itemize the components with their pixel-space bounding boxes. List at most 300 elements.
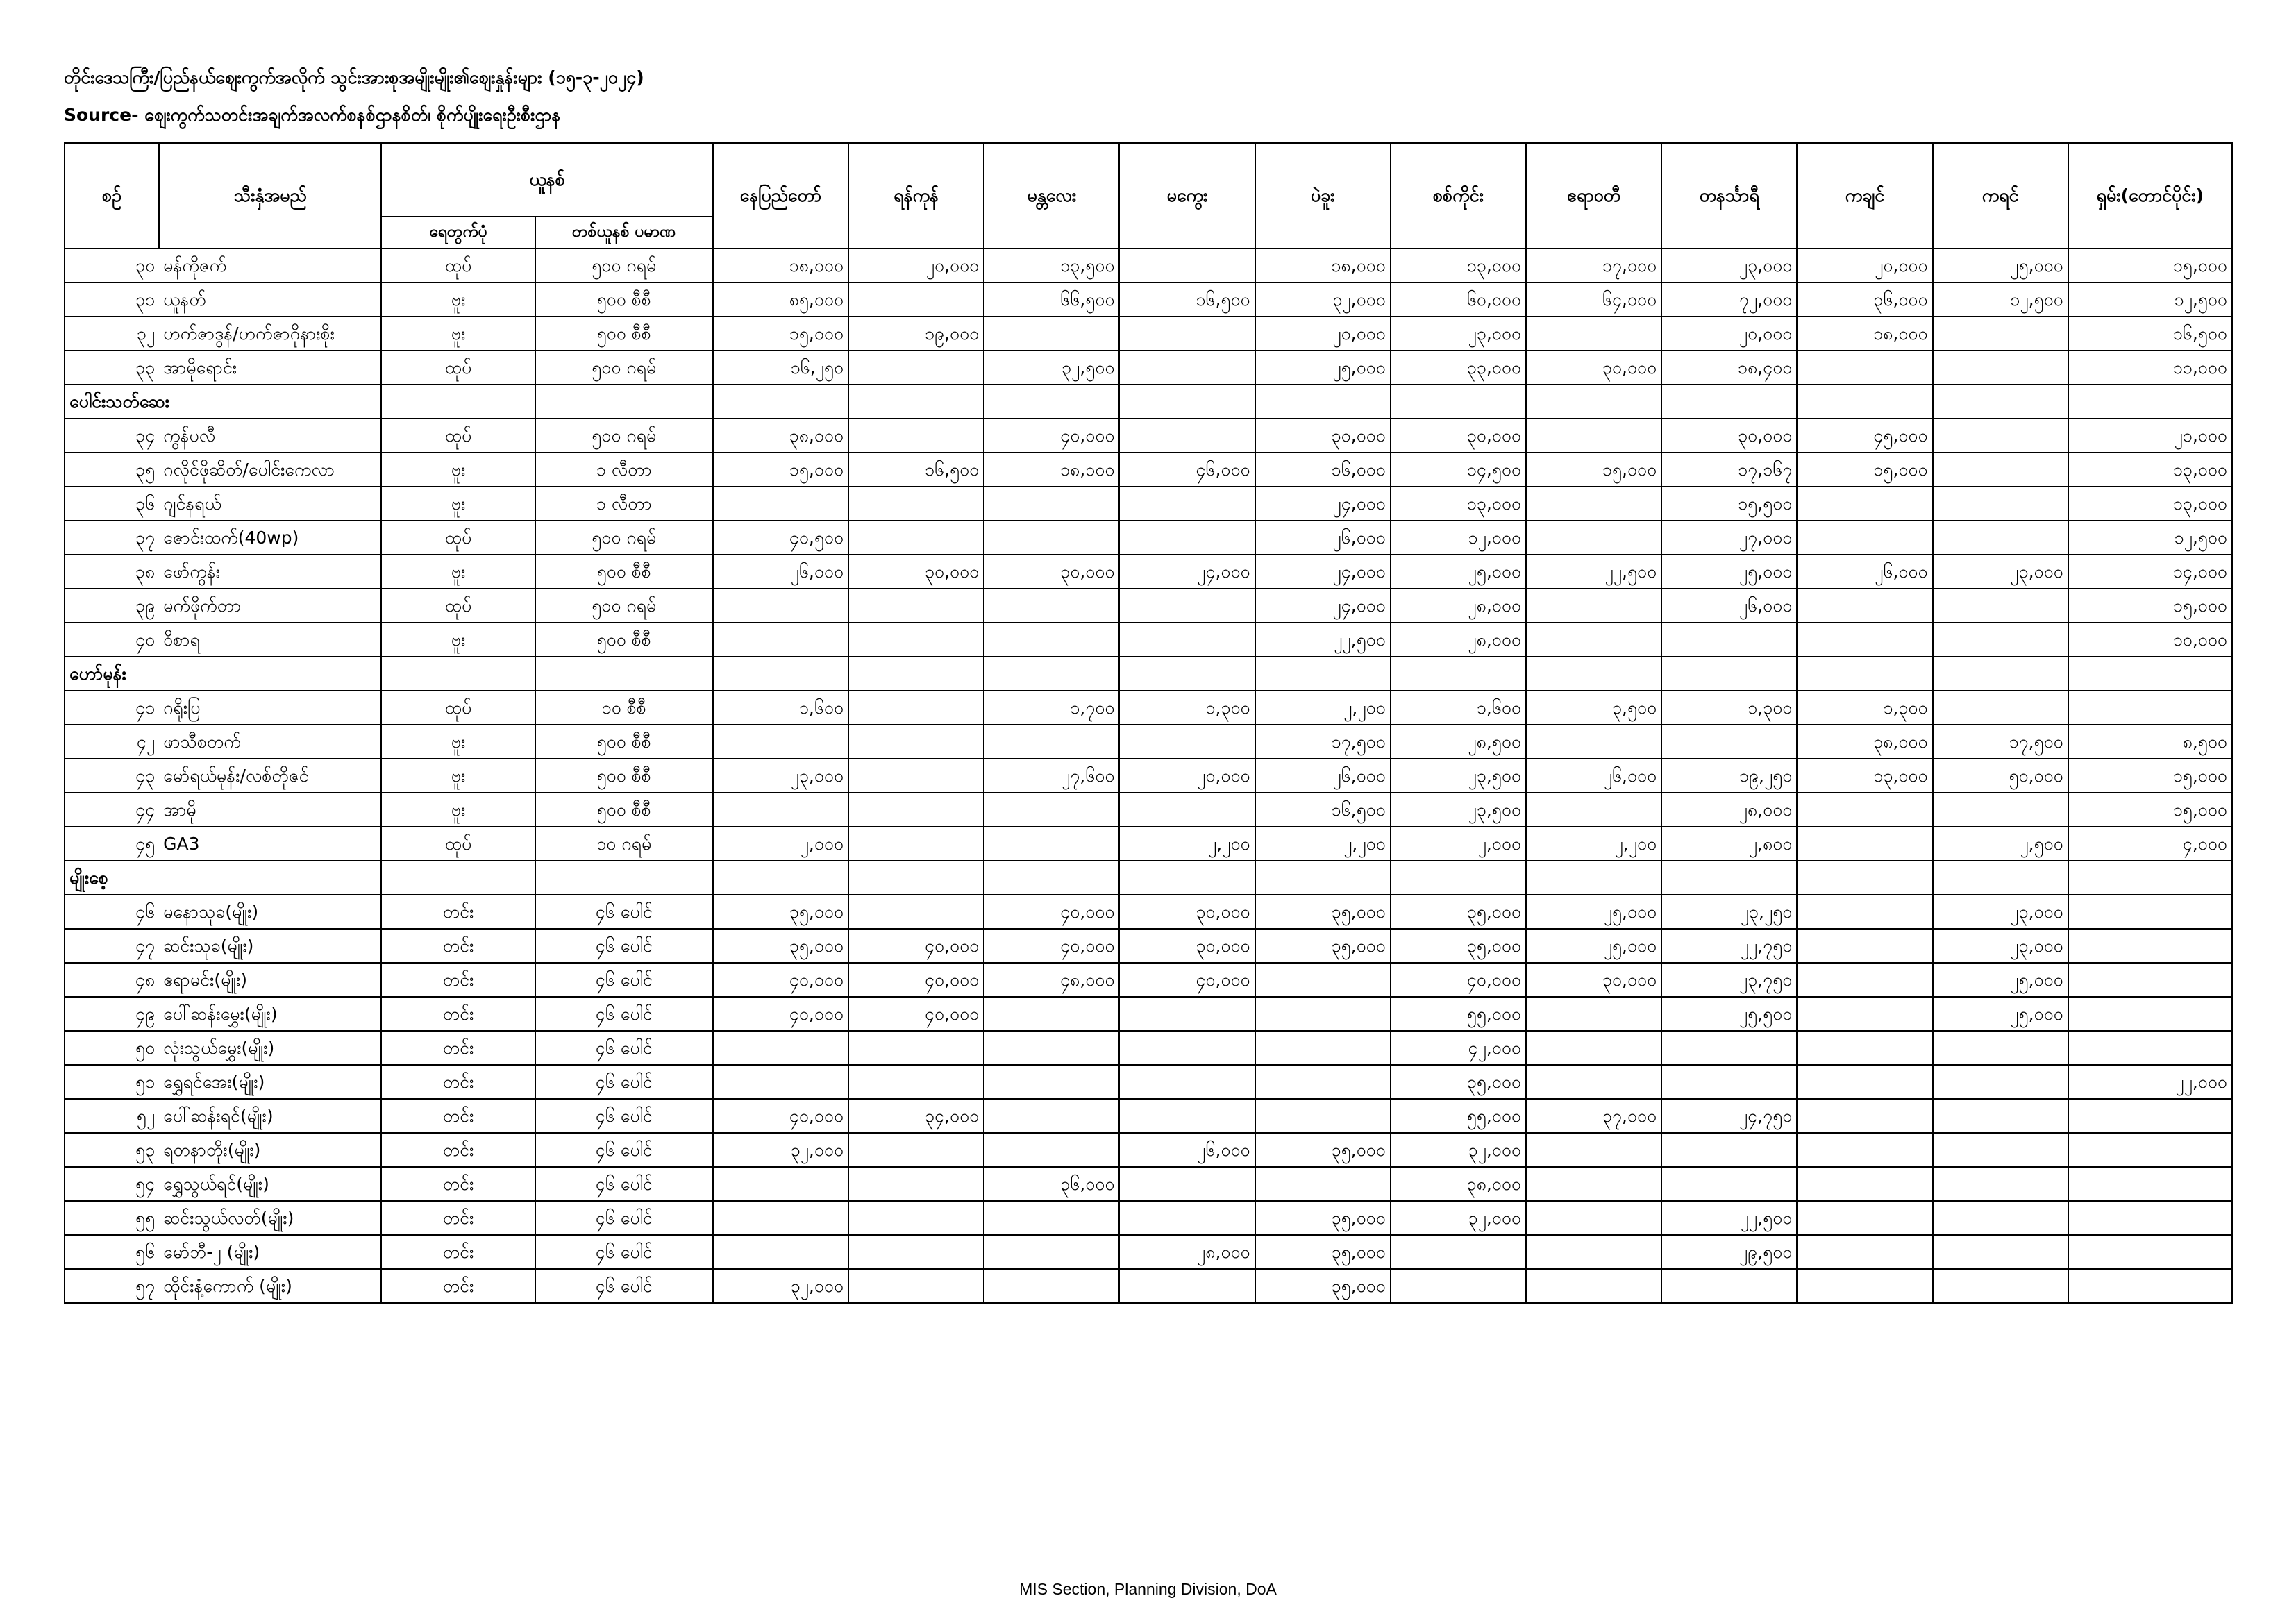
price-cell: ၂၅,၀၀၀ xyxy=(1933,997,2068,1031)
price-cell xyxy=(848,1065,984,1099)
price-cell xyxy=(1797,963,1932,997)
price-cell xyxy=(1797,1167,1932,1201)
price-cell: ၈၅,၀၀၀ xyxy=(713,283,848,317)
price-cell xyxy=(1119,1167,1255,1201)
price-cell xyxy=(1933,1235,2068,1269)
price-cell: ၁၇,၀၀၀ xyxy=(1526,249,1661,283)
price-cell: ၄၀,၀၀၀ xyxy=(713,1099,848,1133)
price-cell xyxy=(1797,1031,1932,1065)
price-cell xyxy=(1797,827,1932,861)
header-no: စဉ် xyxy=(65,143,159,249)
empty-cell xyxy=(713,385,848,419)
price-cell xyxy=(1119,623,1255,657)
price-cell: ၃၃,၀၀၀ xyxy=(1391,351,1526,385)
price-cell xyxy=(1797,997,1932,1031)
price-cell: ၂၁,၀၀၀ xyxy=(2068,419,2232,453)
price-cell xyxy=(1797,929,1932,963)
price-cell xyxy=(1933,623,2068,657)
unit-size: ၄၆ ပေါင် xyxy=(535,1133,713,1167)
header-unit: ယူနစ် xyxy=(381,143,712,217)
price-cell: ၂,၂၀၀ xyxy=(1255,691,1391,725)
price-cell: ၁၅,၀၀၀ xyxy=(2068,589,2232,623)
empty-cell xyxy=(1933,657,2068,691)
item-name: ဇောင်းထက်(40wp) xyxy=(159,521,381,555)
pack-type: တင်း xyxy=(381,929,535,963)
price-cell xyxy=(1526,1031,1661,1065)
price-cell xyxy=(1933,1269,2068,1303)
price-cell: ၈,၅၀၀ xyxy=(2068,725,2232,759)
price-cell: ၂၅,၀၀၀ xyxy=(1933,963,2068,997)
row-number: ၅၇ xyxy=(65,1269,159,1303)
table-row xyxy=(65,963,2232,997)
price-cell: ၃,၅၀၀ xyxy=(1526,691,1661,725)
price-cell: ၃၂,၀၀၀ xyxy=(713,1269,848,1303)
price-cell: ၁၉,၀၀၀ xyxy=(848,317,984,351)
price-cell: ၃၅,၀၀၀ xyxy=(1255,1269,1391,1303)
price-cell xyxy=(1933,351,2068,385)
item-name: ဖော်ကွန်း xyxy=(159,555,381,589)
price-cell: ၂၀,၀၀၀ xyxy=(1661,317,1797,351)
row-number: ၄၀ xyxy=(65,623,159,657)
empty-cell xyxy=(1255,861,1391,895)
price-cell xyxy=(848,1031,984,1065)
price-cell xyxy=(713,589,848,623)
price-cell: ၃၅,၀၀၀ xyxy=(1391,895,1526,929)
pack-type: ဗူး xyxy=(381,759,535,793)
price-cell xyxy=(848,691,984,725)
empty-cell xyxy=(381,657,535,691)
price-cell: ၁၃,၀၀၀ xyxy=(1391,249,1526,283)
price-cell: ၃၀,၀၀၀ xyxy=(984,555,1119,589)
price-cell: ၄၀,၅၀၀ xyxy=(713,521,848,555)
price-cell: ၂၆,၀၀၀ xyxy=(1255,759,1391,793)
price-cell xyxy=(984,997,1119,1031)
price-cell xyxy=(848,1133,984,1167)
row-number: ၄၈ xyxy=(65,963,159,997)
unit-size: ၄၆ ပေါင် xyxy=(535,895,713,929)
price-cell xyxy=(1391,1235,1526,1269)
item-name: ဝိစာရ xyxy=(159,623,381,657)
price-cell xyxy=(984,589,1119,623)
price-cell: ၁၅,၀၀၀ xyxy=(2068,759,2232,793)
item-name: မနောသုခ(မျိုး) xyxy=(159,895,381,929)
price-cell: ၁၄,၅၀၀ xyxy=(1391,453,1526,487)
price-cell xyxy=(1797,1235,1932,1269)
price-cell: ၁,၃၀၀ xyxy=(1119,691,1255,725)
empty-cell xyxy=(1526,861,1661,895)
unit-size: ၅၀၀ ဂရမ် xyxy=(535,419,713,453)
price-cell: ၁၃,၀၀၀ xyxy=(1391,487,1526,521)
price-cell xyxy=(1255,963,1391,997)
pack-type: တင်း xyxy=(381,1065,535,1099)
price-cell: ၁၅,၀၀၀ xyxy=(713,317,848,351)
price-cell: ၄၈,၀၀၀ xyxy=(984,963,1119,997)
price-cell xyxy=(1797,589,1932,623)
price-cell: ၂,၀၀၀ xyxy=(713,827,848,861)
table-row xyxy=(65,997,2232,1031)
price-cell xyxy=(1391,1269,1526,1303)
empty-cell xyxy=(1255,657,1391,691)
row-number: ၃၄ xyxy=(65,419,159,453)
price-cell xyxy=(1797,351,1932,385)
price-cell: ၂၂,၅၀၀ xyxy=(1661,1201,1797,1235)
price-cell xyxy=(848,623,984,657)
price-cell: ၂၉,၅၀၀ xyxy=(1661,1235,1797,1269)
price-cell: ၂၈,၀၀၀ xyxy=(1661,793,1797,827)
category-row xyxy=(65,657,2232,691)
unit-size: ၁၀ စီစီ xyxy=(535,691,713,725)
price-cell xyxy=(1526,997,1661,1031)
pack-type: တင်း xyxy=(381,1167,535,1201)
price-cell xyxy=(2068,691,2232,725)
empty-cell xyxy=(1119,657,1255,691)
price-cell: ၃၂,၀၀၀ xyxy=(1391,1133,1526,1167)
price-cell: ၁,၃၀၀ xyxy=(1661,691,1797,725)
price-cell: ၂၄,၀၀၀ xyxy=(1119,555,1255,589)
price-cell: ၂,၅၀၀ xyxy=(1933,827,2068,861)
empty-cell xyxy=(984,861,1119,895)
price-cell: ၁၃,၀၀၀ xyxy=(2068,487,2232,521)
table-row xyxy=(65,521,2232,555)
empty-cell xyxy=(381,861,535,895)
price-cell: ၃၂,၅၀၀ xyxy=(984,351,1119,385)
header-market: ကချင် xyxy=(1797,143,1932,249)
price-cell xyxy=(2068,963,2232,997)
row-number: ၃၈ xyxy=(65,555,159,589)
price-cell xyxy=(1797,1099,1932,1133)
price-cell xyxy=(1119,997,1255,1031)
unit-size: ၅၀၀ စီစီ xyxy=(535,793,713,827)
category-label: ပေါင်းသတ်ဆေး xyxy=(65,385,381,419)
item-name: ဂရိုးပြ xyxy=(159,691,381,725)
row-number: ၃၃ xyxy=(65,351,159,385)
price-cell: ၁၆,၅၀၀ xyxy=(1119,283,1255,317)
price-cell xyxy=(1526,1065,1661,1099)
item-name: ဂလိုင်ဖိုဆိတ်/ပေါင်းကေလာ xyxy=(159,453,381,487)
price-cell: ၂၆,၀၀၀ xyxy=(1526,759,1661,793)
row-number: ၄၄ xyxy=(65,793,159,827)
price-cell: ၁၅,၀၀၀ xyxy=(1797,453,1932,487)
price-cell: ၃၀,၀၀၀ xyxy=(848,555,984,589)
price-cell xyxy=(1119,1031,1255,1065)
pack-type: ဗူး xyxy=(381,793,535,827)
price-cell: ၂၃,၅၀၀ xyxy=(1391,793,1526,827)
pack-type: ဗူး xyxy=(381,487,535,521)
source-line: Source- ဈေးကွက်သတင်းအချက်အလက်စနစ်ဌာနစိတ်၊ စိုက်ပျိုးရေးဦးစီးဌာန xyxy=(64,105,561,125)
price-cell xyxy=(1933,419,2068,453)
price-cell: ၂၅,၀၀၀ xyxy=(1526,929,1661,963)
footer: MIS Section, Planning Division, DoA xyxy=(1019,1580,1277,1598)
price-cell: ၁၈,၀၀၀ xyxy=(1797,317,1932,351)
price-cell xyxy=(1661,725,1797,759)
row-number: ၅၅ xyxy=(65,1201,159,1235)
table-row xyxy=(65,283,2232,317)
header-market: မန္တလေး xyxy=(984,143,1119,249)
price-cell xyxy=(1933,1167,2068,1201)
price-cell xyxy=(1797,1201,1932,1235)
price-cell: ၅၀,၀၀၀ xyxy=(1933,759,2068,793)
price-cell: ၆၀,၀၀၀ xyxy=(1391,283,1526,317)
price-cell: ၄၀,၀၀၀ xyxy=(1391,963,1526,997)
unit-size: ၅၀၀ ဂရမ် xyxy=(535,249,713,283)
price-cell: ၂၅,၀၀၀ xyxy=(1933,249,2068,283)
price-cell: ၂,၂၀၀ xyxy=(1255,827,1391,861)
price-cell: ၁၆,၅၀၀ xyxy=(1255,793,1391,827)
empty-cell xyxy=(1661,861,1797,895)
price-cell: ၂၈,၀၀၀ xyxy=(1391,623,1526,657)
unit-size: ၅၀၀ စီစီ xyxy=(535,283,713,317)
price-cell xyxy=(1526,521,1661,555)
price-cell xyxy=(1119,317,1255,351)
price-cell: ၄၀,၀၀၀ xyxy=(984,895,1119,929)
price-cell: ၁၃,၀၀၀ xyxy=(2068,453,2232,487)
price-cell xyxy=(2068,1269,2232,1303)
price-cell xyxy=(848,1235,984,1269)
price-cell: ၂၅,၀၀၀ xyxy=(1391,555,1526,589)
pack-type: ဗူး xyxy=(381,317,535,351)
item-name: GA3 xyxy=(159,827,381,861)
price-cell: ၂၃,၀၀၀ xyxy=(1391,317,1526,351)
empty-cell xyxy=(713,657,848,691)
price-cell: ၃၀,၀၀၀ xyxy=(1661,419,1797,453)
price-cell xyxy=(2068,997,2232,1031)
empty-cell xyxy=(984,385,1119,419)
empty-cell xyxy=(1933,385,2068,419)
empty-cell xyxy=(984,657,1119,691)
unit-size: ၅၀၀ ဂရမ် xyxy=(535,521,713,555)
header-market: ကရင် xyxy=(1933,143,2068,249)
price-cell: ၂၃,၀၀၀ xyxy=(1933,929,2068,963)
item-name: ဂျင်နရယ် xyxy=(159,487,381,521)
price-cell: ၂,၈၀၀ xyxy=(1661,827,1797,861)
price-cell xyxy=(1526,725,1661,759)
price-cell: ၂၀,၀၀၀ xyxy=(848,249,984,283)
price-cell xyxy=(1933,1099,2068,1133)
row-number: ၃၇ xyxy=(65,521,159,555)
unit-size: ၄၆ ပေါင် xyxy=(535,1167,713,1201)
price-cell xyxy=(2068,895,2232,929)
pack-type: ထုပ် xyxy=(381,589,535,623)
price-cell xyxy=(1526,317,1661,351)
unit-size: ၄၆ ပေါင် xyxy=(535,963,713,997)
price-cell: ၁၉,၂၅၀ xyxy=(1661,759,1797,793)
price-cell xyxy=(1255,997,1391,1031)
price-cell xyxy=(1797,487,1932,521)
table-row xyxy=(65,1235,2232,1269)
price-cell xyxy=(2068,929,2232,963)
unit-size: ၁ လီတာ xyxy=(535,487,713,521)
price-cell xyxy=(848,487,984,521)
empty-cell xyxy=(1797,657,1932,691)
price-cell xyxy=(1661,1167,1797,1201)
price-cell xyxy=(848,1269,984,1303)
price-cell: ၃၅,၀၀၀ xyxy=(1391,1065,1526,1099)
price-cell: ၃၅,၀၀၀ xyxy=(1255,1235,1391,1269)
unit-size: ၄၆ ပေါင် xyxy=(535,1099,713,1133)
price-cell: ၂၃,၂၅၀ xyxy=(1661,895,1797,929)
price-cell xyxy=(848,419,984,453)
price-cell: ၅၅,၀၀၀ xyxy=(1391,1099,1526,1133)
price-cell: ၁,၆၀၀ xyxy=(713,691,848,725)
price-cell xyxy=(1119,793,1255,827)
price-cell: ၁၂,၅၀၀ xyxy=(2068,283,2232,317)
price-cell: ၁၂,၀၀၀ xyxy=(1391,521,1526,555)
price-cell: ၁၅,၀၀၀ xyxy=(713,453,848,487)
price-cell: ၂၄,၇၅၀ xyxy=(1661,1099,1797,1133)
price-cell: ၂၀,၀၀၀ xyxy=(1255,317,1391,351)
price-cell: ၃၅,၀၀၀ xyxy=(713,929,848,963)
price-cell: ၃၅,၀၀၀ xyxy=(1255,895,1391,929)
item-name: မော်ရယ်မုန်း/လစ်တိုဇင် xyxy=(159,759,381,793)
empty-cell xyxy=(848,385,984,419)
price-cell: ၃၂,၀၀၀ xyxy=(1391,1201,1526,1235)
price-cell: ၁၈,၀၀၀ xyxy=(713,249,848,283)
price-cell: ၁၀,၀၀၀ xyxy=(2068,623,2232,657)
pack-type: ဗူး xyxy=(381,283,535,317)
pack-type: တင်း xyxy=(381,1031,535,1065)
price-cell xyxy=(984,1235,1119,1269)
price-cell: ၂၃,၀၀၀ xyxy=(1933,895,2068,929)
price-cell: ၁၈,၄၀၀ xyxy=(1661,351,1797,385)
price-cell xyxy=(984,1201,1119,1235)
price-cell: ၁၈,၀၀၀ xyxy=(1255,249,1391,283)
price-cell xyxy=(1797,623,1932,657)
price-cell xyxy=(1119,419,1255,453)
price-cell: ၁၃,၅၀၀ xyxy=(984,249,1119,283)
row-number: ၄၇ xyxy=(65,929,159,963)
price-cell xyxy=(1119,725,1255,759)
price-cell xyxy=(1933,1133,2068,1167)
item-name: ဆင်းသွယ်လတ်(မျိုး) xyxy=(159,1201,381,1235)
price-cell xyxy=(1661,623,1797,657)
row-number: ၃၉ xyxy=(65,589,159,623)
table-row xyxy=(65,1269,2232,1303)
price-cell xyxy=(984,827,1119,861)
pack-type: တင်း xyxy=(381,895,535,929)
price-cell xyxy=(1526,1133,1661,1167)
category-row xyxy=(65,385,2232,419)
price-cell: ၁၃,၀၀၀ xyxy=(1797,759,1932,793)
price-cell xyxy=(1119,521,1255,555)
empty-cell xyxy=(1661,385,1797,419)
empty-cell xyxy=(848,657,984,691)
price-cell: ၄၀,၀၀၀ xyxy=(848,997,984,1031)
price-cell: ၂၆,၀၀၀ xyxy=(1797,555,1932,589)
price-cell xyxy=(848,1167,984,1201)
pack-type: ထုပ် xyxy=(381,691,535,725)
empty-cell xyxy=(535,657,713,691)
price-cell: ၂၆,၀၀၀ xyxy=(1119,1133,1255,1167)
price-cell xyxy=(1933,317,2068,351)
price-cell xyxy=(1255,1167,1391,1201)
price-cell: ၁,၇၀၀ xyxy=(984,691,1119,725)
table-row xyxy=(65,249,2232,283)
price-cell: ၃၀,၀၀၀ xyxy=(1526,963,1661,997)
price-cell xyxy=(984,521,1119,555)
price-cell xyxy=(1933,691,2068,725)
price-cell: ၂၂,၅၀၀ xyxy=(1255,623,1391,657)
price-cell xyxy=(1255,1099,1391,1133)
header-market: ရန်ကုန် xyxy=(848,143,984,249)
price-cell xyxy=(1119,1099,1255,1133)
price-cell: ၄,၀၀၀ xyxy=(2068,827,2232,861)
price-cell xyxy=(1119,351,1255,385)
price-cell xyxy=(984,725,1119,759)
unit-size: ၄၆ ပေါင် xyxy=(535,1031,713,1065)
price-cell xyxy=(984,793,1119,827)
price-cell xyxy=(713,1065,848,1099)
pack-type: ဗူး xyxy=(381,453,535,487)
price-cell: ၇၂,၀၀၀ xyxy=(1661,283,1797,317)
price-cell: ၁,၃၀၀ xyxy=(1797,691,1932,725)
price-cell xyxy=(984,1133,1119,1167)
price-cell xyxy=(1119,1065,1255,1099)
row-number: ၄၂ xyxy=(65,725,159,759)
unit-size: ၁ လီတာ xyxy=(535,453,713,487)
unit-size: ၅၀၀ စီစီ xyxy=(535,759,713,793)
pack-type: တင်း xyxy=(381,1201,535,1235)
empty-cell xyxy=(1797,861,1932,895)
row-number: ၄၃ xyxy=(65,759,159,793)
price-cell: ၆၄,၀၀၀ xyxy=(1526,283,1661,317)
price-cell: ၂၄,၀၀၀ xyxy=(1255,589,1391,623)
price-cell: ၄၀,၀၀၀ xyxy=(984,929,1119,963)
empty-cell xyxy=(535,385,713,419)
category-label: ဟော်မုန်း xyxy=(65,657,381,691)
price-cell xyxy=(1119,1269,1255,1303)
table-row xyxy=(65,691,2232,725)
pack-type: တင်း xyxy=(381,1235,535,1269)
price-cell: ၂၃,၀၀၀ xyxy=(1661,249,1797,283)
price-cell: ၃၀,၀၀၀ xyxy=(1526,351,1661,385)
price-cell xyxy=(2068,1201,2232,1235)
empty-cell xyxy=(2068,657,2232,691)
price-cell: ၃၇,၀၀၀ xyxy=(1526,1099,1661,1133)
price-cell: ၃၅,၀၀၀ xyxy=(1391,929,1526,963)
row-number: ၃၆ xyxy=(65,487,159,521)
price-cell xyxy=(984,1065,1119,1099)
price-cell: ၁,၆၀၀ xyxy=(1391,691,1526,725)
price-cell: ၂၄,၀၀၀ xyxy=(1255,555,1391,589)
price-cell xyxy=(984,623,1119,657)
unit-size: ၅၀၀ စီစီ xyxy=(535,317,713,351)
price-cell xyxy=(984,1031,1119,1065)
unit-size: ၄၆ ပေါင် xyxy=(535,1065,713,1099)
price-cell: ၂၂,၇၅၀ xyxy=(1661,929,1797,963)
empty-cell xyxy=(713,861,848,895)
price-cell xyxy=(1933,453,2068,487)
empty-cell xyxy=(1526,657,1661,691)
price-cell xyxy=(713,725,848,759)
header-per-unit: တစ်ယူနစ် ပမာဏ xyxy=(535,217,713,249)
unit-size: ၄၆ ပေါင် xyxy=(535,929,713,963)
price-cell: ၄၆,၀၀၀ xyxy=(1119,453,1255,487)
price-cell: ၂၅,၀၀၀ xyxy=(1661,555,1797,589)
row-number: ၃၂ xyxy=(65,317,159,351)
row-number: ၃၁ xyxy=(65,283,159,317)
item-name: မက်ဖိုက်တာ xyxy=(159,589,381,623)
pack-type: ဗူး xyxy=(381,623,535,657)
price-cell: ၁၆,၅၀၀ xyxy=(2068,317,2232,351)
unit-size: ၄၆ ပေါင် xyxy=(535,1269,713,1303)
pack-type: တင်း xyxy=(381,1099,535,1133)
row-number: ၅၁ xyxy=(65,1065,159,1099)
empty-cell xyxy=(1661,657,1797,691)
item-name: ယူနတ် xyxy=(159,283,381,317)
table-row xyxy=(65,589,2232,623)
price-cell xyxy=(1933,589,2068,623)
price-cell: ၃၅,၀၀၀ xyxy=(1255,1201,1391,1235)
